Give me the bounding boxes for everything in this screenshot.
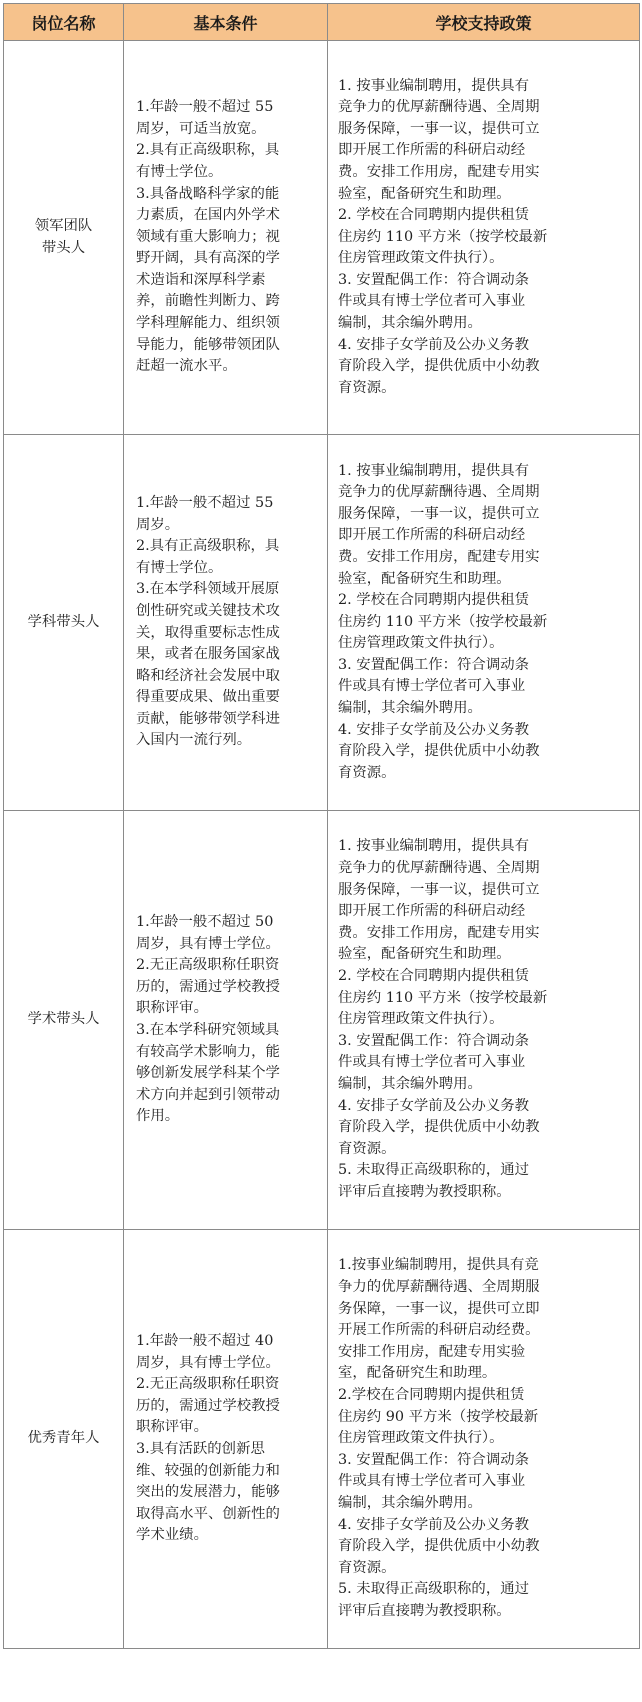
text-line: 职称评审。 bbox=[136, 1000, 208, 1017]
text-line: 1. 按事业编制聘用，提供具有 bbox=[338, 77, 529, 94]
text-line: 住房管理政策文件执行）。 bbox=[338, 250, 504, 267]
text-line: 学科带头人 bbox=[27, 613, 100, 630]
text-line: 入国内一流行列。 bbox=[136, 732, 252, 749]
text-line: 争力的优厚薪酬待遇、全周期服 bbox=[338, 1279, 540, 1296]
text-line: 即开展工作所需的科研启动经 bbox=[338, 142, 526, 159]
text-line: 2.具有正高级职称，具 bbox=[136, 538, 280, 555]
text-line: 术造诣和深厚科学素 bbox=[136, 271, 266, 288]
text-line: 费。安排工作用房，配建专用实 bbox=[338, 548, 540, 565]
text-line: 件或具有博士学位者可入事业 bbox=[338, 1054, 526, 1071]
text-line: 育资源。 bbox=[338, 1559, 396, 1576]
text-line: 学科理解能力、组织领 bbox=[136, 315, 280, 332]
text-line: 2.学校在合同聘期内提供租赁 bbox=[338, 1387, 525, 1404]
text-line: 野开阔，具有高深的学 bbox=[136, 250, 280, 267]
text-line: 突出的发展潜力，能够 bbox=[136, 1484, 280, 1501]
policies-cell bbox=[328, 435, 640, 811]
header-row bbox=[4, 4, 640, 41]
text-line: 育资源。 bbox=[338, 764, 396, 781]
conditions-cell bbox=[124, 41, 328, 435]
text-line: 竞争力的优厚薪酬待遇、全周期 bbox=[338, 860, 540, 877]
text-line: 维、较强的创新能力和 bbox=[136, 1462, 280, 1479]
text-line: 即开展工作所需的科研启动经 bbox=[338, 527, 526, 544]
text-line: 得重要成果、做出重要 bbox=[136, 689, 280, 706]
text-line: 编制，其余编外聘用。 bbox=[338, 1494, 482, 1511]
conditions-cell bbox=[124, 1230, 328, 1649]
text-line: 住房约 90 平方米（按学校最新 bbox=[338, 1408, 539, 1425]
text-line: 4. 安排子女学前及公办义务教 bbox=[338, 721, 529, 738]
text-line: 2.无正高级职称任职资 bbox=[136, 957, 280, 974]
text-line: 优秀青年人 bbox=[27, 1430, 100, 1447]
text-line: 住房管理政策文件执行）。 bbox=[338, 1011, 504, 1028]
text-line: 即开展工作所需的科研启动经 bbox=[338, 903, 526, 920]
text-line: 1.年龄一般不超过 40 bbox=[136, 1333, 274, 1350]
text-line: 2. 学校在合同聘期内提供租赁 bbox=[338, 968, 529, 985]
text-line: 室，配备研究生和助理。 bbox=[338, 1365, 497, 1382]
text-line: 竞争力的优厚薪酬待遇、全周期 bbox=[338, 484, 540, 501]
text-line: 育资源。 bbox=[338, 379, 396, 396]
conditions-cell bbox=[124, 435, 328, 811]
table-row bbox=[4, 811, 640, 1230]
text-line: 2.无正高级职称任职资 bbox=[136, 1376, 280, 1393]
text-line: 服务保障，一事一议，提供可立 bbox=[338, 881, 540, 898]
policies-cell bbox=[328, 811, 640, 1230]
text-line: 学术带头人 bbox=[27, 1011, 100, 1028]
text-line: 育阶段入学，提供优质中小幼教 bbox=[338, 358, 540, 375]
text-line: 3. 安置配偶工作：符合调动条 bbox=[338, 1451, 529, 1468]
text-line: 服务保障，一事一议，提供可立 bbox=[338, 505, 540, 522]
text-line: 1.年龄一般不超过 50 bbox=[136, 914, 274, 931]
position-cell bbox=[4, 435, 124, 811]
text-line: 5. 未取得正高级职称的，通过 bbox=[338, 1581, 529, 1598]
text-line: 4. 安排子女学前及公办义务教 bbox=[338, 336, 529, 353]
text-line: 领军团队 bbox=[34, 217, 93, 234]
text-line: 赶超一流水平。 bbox=[136, 358, 237, 375]
text-line: 件或具有博士学位者可入事业 bbox=[338, 293, 526, 310]
text-line: 术方向并起到引领带动 bbox=[136, 1086, 280, 1103]
text-line: 关，取得重要标志性成 bbox=[136, 624, 280, 641]
text-line: 验室，配备研究生和助理。 bbox=[338, 570, 511, 587]
text-line: 住房管理政策文件执行）。 bbox=[338, 635, 504, 652]
position-cell bbox=[4, 41, 124, 435]
text-line: 略和经济社会发展中取 bbox=[136, 667, 280, 684]
text-line: 领域有重大影响力；视 bbox=[136, 228, 280, 245]
text-line: 育阶段入学，提供优质中小幼教 bbox=[338, 743, 540, 760]
text-line: 竞争力的优厚薪酬待遇、全周期 bbox=[338, 99, 540, 116]
table-row bbox=[4, 1230, 640, 1649]
text-line: 职称评审。 bbox=[136, 1419, 208, 1436]
text-line: 验室，配备研究生和助理。 bbox=[338, 185, 511, 202]
text-line: 有博士学位。 bbox=[136, 163, 223, 180]
text-line: 周岁，具有博士学位。 bbox=[136, 935, 280, 952]
text-line: 3.具有活跃的创新思 bbox=[136, 1441, 265, 1457]
text-line: 3. 安置配偶工作：符合调动条 bbox=[338, 1032, 529, 1049]
text-line: 1.按事业编制聘用，提供具有竞 bbox=[338, 1257, 539, 1274]
text-line: 住房管理政策文件执行）。 bbox=[338, 1430, 504, 1447]
policies-cell bbox=[328, 1230, 640, 1649]
text-line: 3. 安置配偶工作：符合调动条 bbox=[338, 656, 529, 673]
text-line: 费。安排工作用房，配建专用实 bbox=[338, 924, 540, 941]
text-line: 验室，配备研究生和助理。 bbox=[338, 946, 511, 963]
text-line: 取得高水平、创新性的 bbox=[136, 1505, 280, 1522]
conditions-cell bbox=[124, 811, 328, 1230]
text-line: 1. 按事业编制聘用，提供具有 bbox=[338, 838, 529, 855]
text-line: 2.具有正高级职称，具 bbox=[136, 142, 280, 159]
text-line: 编制，其余编外聘用。 bbox=[338, 700, 482, 717]
text-line: 导能力，能够带领团队 bbox=[136, 336, 280, 353]
text-line: 周岁，具有博士学位。 bbox=[136, 1354, 280, 1371]
text-line: 够创新发展学科某个学 bbox=[136, 1065, 280, 1082]
text-line: 3.具备战略科学家的能 bbox=[136, 185, 280, 202]
text-line: 育阶段入学，提供优质中小幼教 bbox=[338, 1119, 540, 1136]
text-line: 有博士学位。 bbox=[136, 559, 223, 576]
text-line: 育阶段入学，提供优质中小幼教 bbox=[338, 1538, 540, 1555]
text-line: 创性研究或关键技术攻 bbox=[136, 602, 280, 619]
text-line: 住房约 110 平方米（按学校最新 bbox=[338, 228, 548, 245]
text-line: 服务保障，一事一议，提供可立 bbox=[338, 120, 540, 137]
text-line: 1.年龄一般不超过 55 bbox=[136, 494, 274, 511]
policies-cell bbox=[328, 41, 640, 435]
header-policies: 学校支持政策 bbox=[328, 4, 640, 41]
table-row bbox=[4, 41, 640, 435]
text-line: 有较高学术影响力，能 bbox=[136, 1043, 280, 1060]
text-line: 周岁，可适当放宽。 bbox=[136, 120, 266, 137]
text-line: 2. 学校在合同聘期内提供租赁 bbox=[338, 592, 529, 609]
text-line: 1.年龄一般不超过 55 bbox=[136, 99, 274, 116]
text-line: 安排工作用房，配建专用实验 bbox=[338, 1343, 526, 1360]
text-line: 历的，需通过学校教授 bbox=[136, 978, 280, 995]
text-line: 3. 安置配偶工作：符合调动条 bbox=[338, 271, 529, 288]
header-conditions: 基本条件 bbox=[124, 4, 328, 41]
text-line: 编制，其余编外聘用。 bbox=[338, 1075, 482, 1092]
text-line: 评审后直接聘为教授职称。 bbox=[338, 1183, 511, 1200]
position-cell bbox=[4, 811, 124, 1230]
text-line: 2. 学校在合同聘期内提供租赁 bbox=[338, 207, 529, 224]
text-line: 务保障，一事一议，提供可立即 bbox=[338, 1300, 540, 1317]
text-line: 开展工作所需的科研启动经费。 bbox=[338, 1322, 540, 1339]
text-line: 力素质，在国内外学术 bbox=[136, 207, 280, 224]
text-line: 3.在本学科领域开展原 bbox=[136, 581, 280, 598]
text-line: 学术业绩。 bbox=[136, 1527, 208, 1544]
text-line: 4. 安排子女学前及公办义务教 bbox=[338, 1097, 529, 1114]
text-line: 费。安排工作用房，配建专用实 bbox=[338, 163, 540, 180]
text-line: 作用。 bbox=[136, 1108, 180, 1125]
position-cell bbox=[4, 1230, 124, 1649]
text-line: 贡献，能够带领学科进 bbox=[136, 710, 280, 727]
text-line: 带头人 bbox=[41, 239, 86, 256]
text-line: 5. 未取得正高级职称的，通过 bbox=[338, 1162, 529, 1179]
table-row bbox=[4, 435, 640, 811]
text-line: 3.在本学科研究领域具 bbox=[136, 1022, 280, 1038]
text-line: 养，前瞻性判断力、跨 bbox=[136, 293, 280, 310]
text-line: 历的，需通过学校教授 bbox=[136, 1397, 280, 1414]
text-line: 4. 安排子女学前及公办义务教 bbox=[338, 1516, 529, 1533]
text-line: 住房约 110 平方米（按学校最新 bbox=[338, 613, 548, 630]
text-line: 周岁。 bbox=[136, 516, 180, 533]
text-line: 育资源。 bbox=[338, 1140, 396, 1157]
text-line: 评审后直接聘为教授职称。 bbox=[338, 1602, 511, 1619]
text-line: 住房约 110 平方米（按学校最新 bbox=[338, 989, 548, 1006]
text-line: 件或具有博士学位者可入事业 bbox=[338, 678, 526, 695]
recruitment-table bbox=[3, 3, 640, 1649]
header-position: 岗位名称 bbox=[4, 4, 124, 41]
text-line: 果，或者在服务国家战 bbox=[136, 646, 280, 663]
text-line: 件或具有博士学位者可入事业 bbox=[338, 1473, 526, 1490]
text-line: 编制，其余编外聘用。 bbox=[338, 315, 482, 332]
text-line: 1. 按事业编制聘用，提供具有 bbox=[338, 462, 529, 479]
